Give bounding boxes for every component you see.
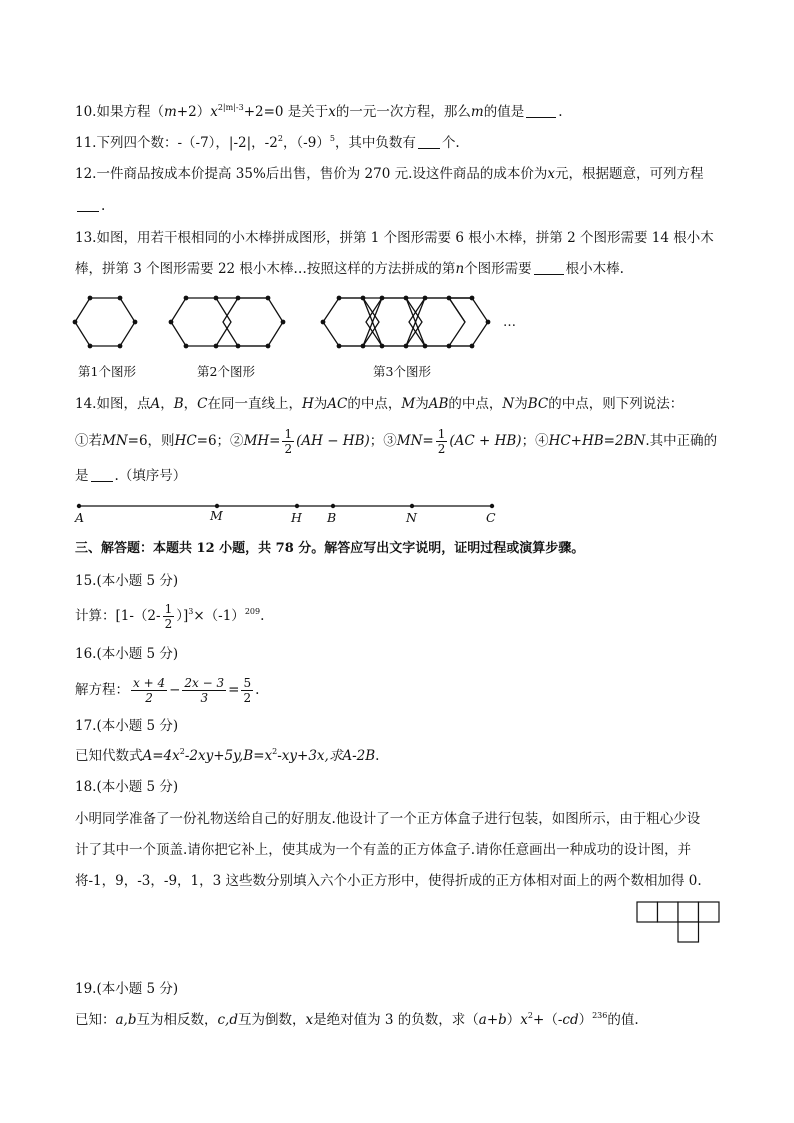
question-17: 已知代数式$A=4x^2-2xy+5y,B=x^2-xy+3x$,求A-2B. [75, 747, 380, 764]
caption-figure-2: 第2个图形 [197, 364, 255, 379]
question-10: 10.如果方程$(m+2)x^{2|m|-3}+2=0$ 是关于x的一元一次方程，那么m的值是 . [75, 103, 563, 120]
question-15: 计算：[1-（2- $\frac{1}{2}$ ）]$^3\times(-1)^{209}$. [75, 602, 265, 631]
question-14: 14.如图，点A，B，C在同一直线上，H为AC的中点，M为AB的中点，N为BC的中点，则下列说法： [75, 396, 684, 412]
answer-blank [91, 469, 113, 482]
question-11: 11.下列四个数：-（-7），|-2|，$-2^2$，$(-9)^5$，其中负数有 个. [75, 134, 460, 151]
point-line-diagram [0, 495, 794, 530]
fraction-1: $\frac{x + 4}{2}$ [133, 676, 166, 705]
point-label-B: B [327, 510, 337, 525]
question-15-head: 15.(本小题 5 分) [75, 573, 179, 589]
answer-blank [77, 199, 99, 212]
question-14-line3: 是 .（填序号） [75, 468, 187, 484]
answer-blank [418, 136, 440, 149]
fraction-half: $\frac{1}{2}$ [437, 427, 446, 456]
point-label-N: N [406, 510, 417, 525]
question-17-head: 17.(本小题 5 分) [75, 718, 179, 734]
section-title: 三、解答题：本题共 12 小题，共 78 分。解答应写出文字说明，证明过程或演算步骤。 [75, 541, 585, 556]
answer-blank [526, 105, 556, 118]
question-12-line2: . [75, 196, 105, 216]
fraction-3: $\frac{5}{2}$ [243, 676, 252, 705]
fraction-half: $\frac{1}{2}$ [164, 602, 173, 631]
question-12: 12.一件商品按成本价提高 35%后出售，售价为 270 元.设这件商品的成本价为x元，根据题意，可列方程 [75, 166, 704, 182]
caption-figure-1: 第1个图形 [78, 364, 136, 379]
point-label-H: H [291, 510, 302, 525]
fraction-2: $\frac{2x - 3}{3}$ [184, 676, 225, 705]
question-18-head: 18.(本小题 5 分) [75, 779, 179, 795]
ellipsis: … [503, 315, 516, 330]
question-14-line2: ①若MN=6，则HC=6；②MH= $\frac{1}{2}$ (AH − HB)；③MN= $\frac{1}{2}$ (AC + HB)；④HC+HB=2BN.其中正确的 [75, 427, 718, 456]
question-19-head: 19.(本小题 5 分) [75, 981, 179, 997]
point-label-M: M [210, 508, 223, 523]
question-18-line2: 计了其中一个顶盖.请你把它补上，使其成为一个有盖的正方体盒子.请你任意画出一种成功的设计图，并 [75, 842, 692, 858]
point-label-A: A [75, 510, 85, 525]
question-13-line2: 棒，拼第 3 个图形需要 22 根小木棒…按照这样的方法拼成的第n个图形需要 根小木棒. [75, 261, 624, 277]
fraction-half: $\frac{1}{2}$ [284, 427, 293, 456]
question-13: 13.如图，用若干根相同的小木棒拼成图形，拼第 1 个图形需要 6 根小木棒，拼第 2 个图形需要 14 根小木 [75, 230, 714, 246]
question-16-head: 16.(本小题 5 分) [75, 646, 179, 662]
question-18-line1: 小明同学准备了一份礼物送给自己的好朋友.他设计了一个正方体盒子进行包装，如图所示，由于粗心少设 [75, 811, 701, 827]
question-19: 已知：a,b互为相反数，c,d互为倒数，x是绝对值为 3 的负数，求$(a+b)x^2+(-cd)^{236}$的值. [75, 1011, 639, 1028]
question-16: 解方程： $\frac{x + 4}{2}$ − $\frac{2x - 3}{3}$ = $\frac{5}{2}$ . [75, 676, 260, 705]
answer-blank [534, 262, 564, 275]
cube-net-diagram [636, 901, 722, 945]
point-label-C: C [486, 510, 496, 525]
caption-figure-3: 第3个图形 [373, 364, 431, 379]
question-18-line3: 将-1，9，-3，-9，1，3 这些数分别填入六个小正方形中，使得折成的正方体相对面上的两个数相加得 0. [75, 873, 702, 889]
